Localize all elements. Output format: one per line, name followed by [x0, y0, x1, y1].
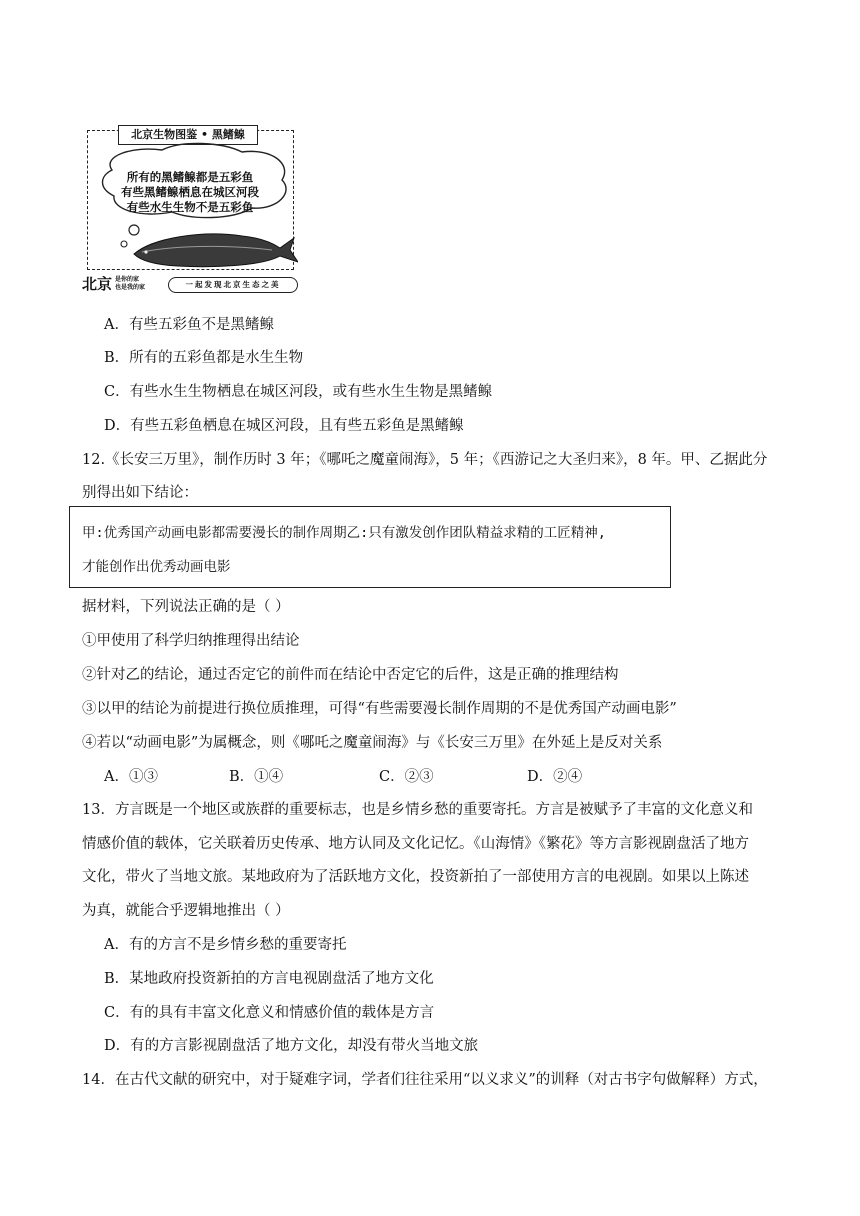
q13-option-b: B．某地政府投资新拍的方言电视剧盘活了地方文化: [104, 971, 434, 987]
footer-small-text: [115, 276, 165, 292]
q11-option-a: A．有些五彩鱼不是黑鳍鳈: [104, 317, 274, 333]
bubble-line-3: 有些水生生物不是五彩鱼: [126, 200, 254, 214]
q12-conclusion-box: [69, 506, 671, 588]
bubble-line-2: 有些黑鳍鳈栖息在城区河段: [121, 185, 259, 199]
conclusion-line-1: 甲:优秀国产动画电影都需要漫长的制作周期乙:只有激发创作团队精益求精的工匠精神,: [82, 525, 606, 541]
q14-stem-line-1: 14．在古代文献的研究中，对于疑难字词，学者们往往采用“以义求义”的训释（对古书字句做解释）方式，: [82, 1072, 768, 1088]
q12-item-1: ①甲使用了科学归纳推理得出结论: [82, 633, 300, 649]
q12-item-2: ②针对乙的结论，通过否定它的前件而在结论中否定它的后件，这是正确的推理结构: [82, 667, 619, 683]
q13-option-d: D．有的方言影视剧盘活了地方文化，却没有带火当地文旅: [104, 1038, 479, 1054]
q12-item-3: ③以甲的结论为前提进行换位质推理，可得“有些需要漫长制作周期的不是优秀国产动画电影”: [82, 701, 677, 717]
footer-slogan: 一起发现北京生态之美: [168, 277, 298, 293]
q13-stem-line-4: 为真，就能合乎逻辑地推出（ ）: [82, 903, 290, 919]
q13-stem-line-1: 13．方言既是一个地区或族群的重要标志，也是乡情乡愁的重要寄托。方言是被赋予了丰富的文化意义和: [82, 802, 753, 818]
poster-title: 北京生物图鉴 • 黑鳍鳈: [118, 125, 258, 145]
q12-stem-line-2: 别得出如下结论：: [82, 485, 198, 501]
footer-small-line-1: 是你的家: [115, 276, 140, 283]
poster-illustration: [82, 126, 298, 296]
q12-option-d: D．②④: [527, 769, 583, 785]
q12-stem-line-1: 12.《长安三万里》，制作历时 3 年；《哪吒之魔童闹海》，5 年；《西游记之大圣归来》，8 年。甲、乙据此分: [82, 452, 768, 468]
q12-item-4: ④若以“动画电影”为属概念，则《哪吒之魔童闹海》与《长安三万里》在外延上是反对关系: [82, 735, 663, 751]
q13-stem-line-2: 情感价值的载体，它关联着历史传承、地方认同及文化记忆。《山海情》《繁花》等方言影视剧盘活了地方: [82, 836, 749, 852]
footer-city: 北京: [82, 275, 113, 293]
poster-footer: [82, 274, 298, 294]
conclusion-line-2: 才能创作出优秀动画电影: [82, 559, 231, 575]
q13-option-a: A．有的方言不是乡情乡愁的重要寄托: [104, 937, 347, 953]
q13-stem-line-3: 文化，带火了当地文旅。某地政府为了活跃地方文化，投资新拍了一部使用方言的电视剧。如果以上陈述: [82, 869, 749, 885]
footer-small-line-2: 也是我的家: [115, 284, 146, 291]
bubble-line-1: 所有的黑鳍鳈都是五彩鱼: [126, 170, 254, 184]
q12-option-a: A．①③: [104, 769, 158, 785]
q12-prompt: 据材料，下列说法正确的是（ ）: [82, 599, 290, 615]
q11-option-d: D．有些五彩鱼栖息在城区河段，且有些五彩鱼是黑鳍鳈: [104, 418, 464, 434]
q11-option-b: B．所有的五彩鱼都是水生生物: [104, 350, 304, 366]
q12-option-c: C．②③: [379, 769, 434, 785]
q13-option-c: C．有的具有丰富文化意义和情感价值的载体是方言: [104, 1005, 435, 1021]
q11-option-c: C．有些水生生物栖息在城区河段，或有些水生生物是黑鳍鳈: [104, 384, 493, 400]
q12-option-b: B．①④: [229, 769, 284, 785]
